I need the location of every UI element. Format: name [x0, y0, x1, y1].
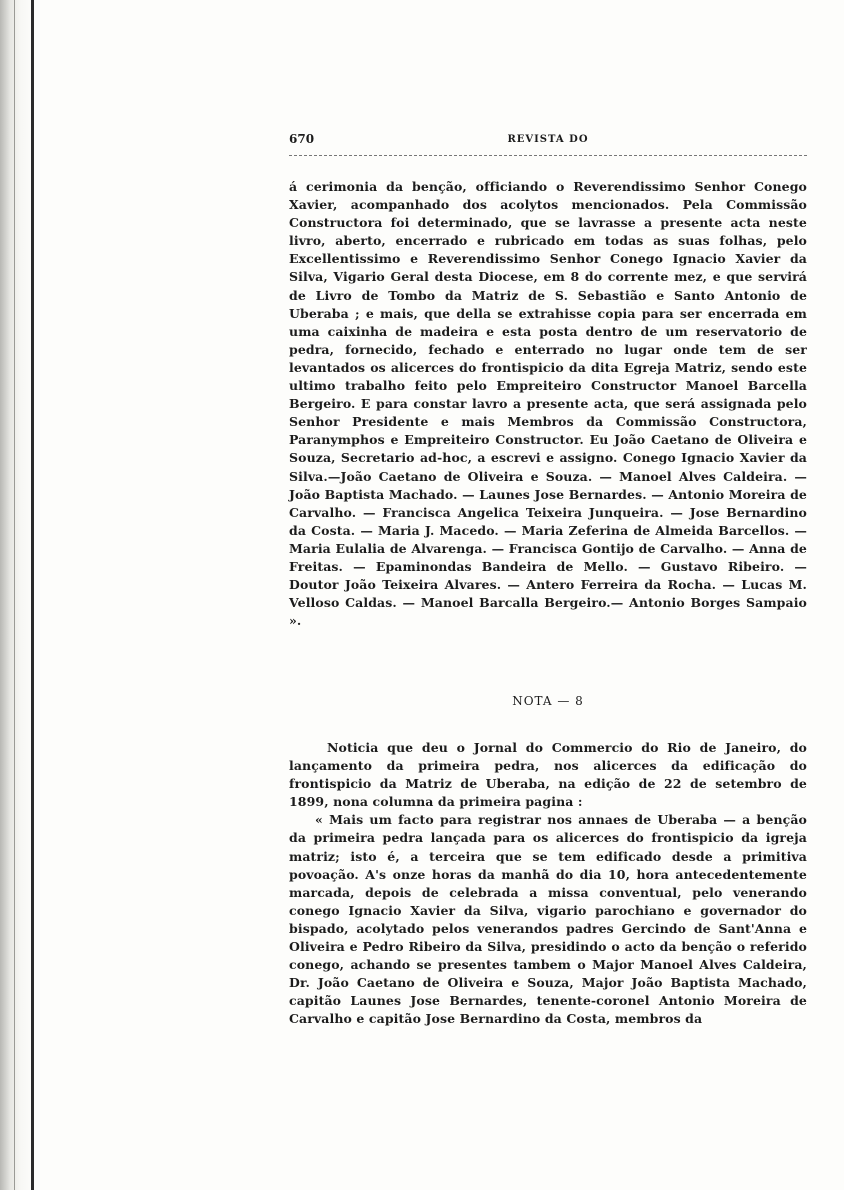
noticia-text-block	[289, 739, 807, 1029]
noticia-intro-paragraph: Noticia que deu o Jornal do Commercio do Rio de Janeiro, do lançamento da primeira pedra, nos alicerces da edificação do frontispicio da Matriz de Uberaba, na edição de 22 de setembro de 1899, nona columna da primeira pagina :	[289, 740, 807, 810]
page-number: 670	[289, 132, 315, 146]
nota-heading: NOTA — 8	[512, 694, 584, 708]
header-rule	[289, 155, 807, 157]
noticia-quote-paragraph: « Mais um facto para registrar nos annaes de Uberaba — a benção da primeira pedra lançada para os alicerces do frontispicio da igreja matriz; isto é, a terceira que se tem edificado desde a primitiva povoação. A's onze horas da manhã do dia 10, hora antecedentemente marcada, depois de celebrada a missa conventual, pelo venerando conego Ignacio Xavier da Silva, vigario parochiano e governador do bispado, acolytado pelos venerandos padres Gercindo de Sant'Anna e Oliveira e Pedro Ribeiro da Silva, presidindo o acto da benção o referido conego, achando se presentes tambem o Major Manoel Alves Caldeira, Dr. João Caetano de Oliveira e Souza, Major João Baptista Machado, capitão Launes Jose Bernardes, tenente-coronel Antonio Moreira de Carvalho e capitão Jose Bernardino da Costa, membros da	[289, 812, 807, 1027]
acta-paragraph: á cerimonia da benção, officiando o Reverendissimo Senhor Conego Xavier, acompanhado dos acolytos mencionados. Pela Commissão Constructora foi determinado, que se lavrasse a presente acta neste livro, aberto, encerrado e rubricado em todas as suas folhas, pelo Excellentissimo e Reverendissimo Senhor Conego Ignacio Xavier da Silva, Vigario Geral desta Diocese, em 8 do corrente mez, e que servirá de Livro de Tombo da Matriz de S. Sebastião e Santo Antonio de Uberaba ; e mais, que della se extrahisse copia para ser encerrada em uma caixinha de madeira e esta posta dentro de um reservatorio de pedra, fornecido, fechado e enterrado no lugar onde tem de ser levantados os alicerces do frontispicio da dita Egreja Matriz, sendo este ultimo trabalho feito pelo Empreiteiro Constructor Manoel Barcella Bergeiro. E para constar lavro a presente acta, que será assignada pelo Senhor Presidente e mais Membros da Commissão Constructora, Paranymphos e Empreiteiro Constructor. Eu João Caetano de Oliveira e Souza, Secretario ad-hoc, a escrevi e assigno. Conego Ignacio Xavier da Silva.—João Caetano de Oliveira e Souza. — Manoel Alves Caldeira. — João Baptista Machado. — Launes Jose Bernardes. — Antonio Moreira de Carvalho. — Francisca Angelica Teixeira Junqueira. — Jose Bernardino da Costa. — Maria J. Macedo. — Maria Zeferina de Almeida Barcellos. — Maria Eulalia de Alvarenga. — Francisca Gontijo de Carvalho. — Anna de Freitas. — Epaminondas Bandeira de Mello. — Gustavo Ribeiro. — Doutor João Teixeira Alvares. — Antero Ferreira da Rocha. — Lucas M. Velloso Caldas. — Manoel Barcalla Bergeiro.— Antonio Borges Sampaio ».	[289, 179, 807, 629]
page-header	[289, 130, 807, 152]
running-head: REVISTA DO	[507, 134, 589, 145]
acta-text-block	[289, 178, 807, 630]
